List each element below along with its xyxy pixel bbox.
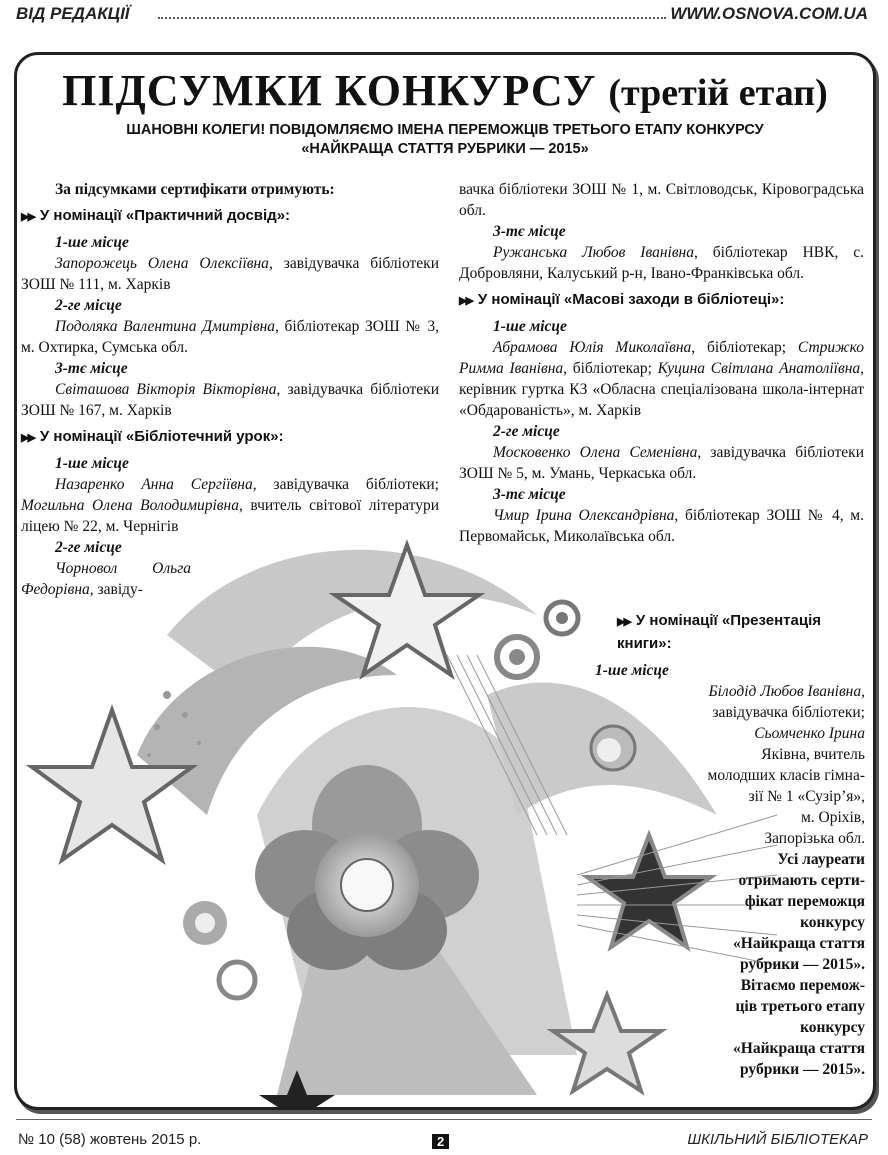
winner-entry: Запорожець Олена Олексіївна, завідувачка бібліотеки ЗОШ № 111, м. Харків [21, 255, 439, 293]
issue-info: № 10 (58) жовтень 2015 р. [18, 1131, 202, 1148]
presentation-line: зії № 1 «Сузір’я», [748, 788, 865, 805]
presentation-line: Сьомченко Ірина [754, 725, 865, 742]
closing-line: «Найкраща стаття [733, 1040, 865, 1057]
place-label: 1-ше місце [595, 662, 669, 679]
place-label: 3-тє місце [493, 223, 566, 240]
presentation-line: Білодід Любов Іванівна, [708, 683, 865, 700]
closing-line: ців третього етапу [735, 998, 865, 1015]
page-number: 2 [432, 1134, 449, 1149]
closing-line: отримають серти- [738, 872, 865, 889]
double-arrow-icon: ▶▶ [459, 295, 472, 307]
place-label: 3-тє місце [493, 486, 566, 503]
nomination-heading: ▶▶ У номінації «Масові заходи в бібліотеці»: [459, 291, 785, 308]
double-arrow-icon: ▶▶ [21, 432, 34, 444]
subtitle-line-1: ШАНОВНІ КОЛЕГИ! ПОВІДОМЛЯЄМО ІМЕНА ПЕРЕМОЖЦІВ ТРЕТЬОГО ЕТАПУ КОНКУРСУ [126, 122, 764, 138]
winner-entry: Ружанська Любов Іванівна, бібліотекар НВК, с. Добровляни, Калуський р-н, Івано-Франківська обл. [459, 244, 864, 282]
closing-line: Усі лауреати [777, 851, 865, 868]
nomination-heading: ▶▶ У номінації «Презентація книги»: [617, 612, 822, 652]
double-arrow-icon: ▶▶ [617, 616, 630, 628]
magazine-name: ШКІЛЬНИЙ БІБЛІОТЕКАР [687, 1131, 868, 1148]
closing-line: «Найкраща стаття [733, 935, 865, 952]
closing-line: Вітаємо перемож- [740, 977, 865, 994]
closing-line: конкурсу [800, 1019, 865, 1036]
column-right [459, 179, 864, 547]
page-title [17, 65, 873, 116]
title-sub: (третій етап) [608, 72, 828, 114]
winner-entry: Абрамова Юлія Миколаївна, бібліотекар; Стрижко Римма Іванівна, бібліотекар; Куцина Світлана Анатоліївна, керівник гуртка КЗ «Обласна спеціалізована школа-інтернат «Обдарованість», м. Харків [459, 339, 865, 419]
place-label: 1-ше місце [493, 318, 567, 335]
article-frame [14, 52, 876, 1110]
presentation-line: м. Оріхів, [800, 809, 865, 826]
closing-line: фікат переможця [744, 893, 865, 910]
footer-rule [16, 1119, 872, 1120]
double-arrow-icon: ▶▶ [21, 211, 34, 223]
winner-entry: Чмир Ірина Олександрівна, бібліотекар ЗОШ № 4, м. Первомайськ, Миколаївська обл. [459, 507, 864, 545]
closing-line: рубрики — 2015». [740, 956, 865, 973]
site-url[interactable]: WWW.OSNOVA.COM.UA [670, 4, 868, 23]
place-label: 2-ге місце [55, 297, 122, 314]
presentation-line: Яківна, вчитель [761, 746, 865, 763]
nomination-heading: ▶▶ У номінації «Практичний досвід»: [21, 207, 291, 224]
closing-note [577, 849, 865, 1080]
nomination-heading: ▶▶ У номінації «Бібліотечний урок»: [21, 428, 284, 445]
closing-line: рубрики — 2015». [740, 1061, 865, 1078]
subtitle-line-2: «НАЙКРАЩА СТАТТЯ РУБРИКИ — 2015» [301, 141, 589, 157]
presentation-line: Запорізька обл. [764, 830, 865, 847]
winner-entry: Чорновол Ольга Федорівна, завіду- [21, 560, 191, 598]
place-label: 2-ге місце [493, 423, 560, 440]
place-label: 1-ше місце [55, 455, 129, 472]
winner-entry: Світашова Вікторія Вікторівна, завідувачка бібліотеки ЗОШ № 167, м. Харків [21, 381, 439, 419]
title-main: ПІДСУМКИ КОНКУРСУ [62, 66, 597, 115]
closing-line: конкурсу [800, 914, 865, 931]
column-left [21, 179, 439, 600]
presentation-line: молодших класів гімна- [707, 767, 865, 784]
winner-entry: Назаренко Анна Сергіївна, завідувачка бібліотеки; Могильна Олена Володимирівна, вчитель світової літератури ліцею № 22, м. Чернігів [21, 476, 440, 535]
winner-entry-continued: вачка бібліотеки ЗОШ № 1, м. Світловодськ, Кіровоградська обл. [459, 181, 864, 219]
winner-entry: Московенко Олена Семенівна, завідувачка бібліотеки ЗОШ № 5, м. Умань, Черкаська обл. [459, 444, 864, 482]
winner-entry: Подоляка Валентина Дмитрівна, бібліотекар ЗОШ № 3, м. Охтирка, Сумська обл. [21, 318, 439, 356]
presentation-line: завідувачка бібліотеки; [712, 704, 865, 721]
place-label: 3-тє місце [55, 360, 128, 377]
section-label: ВІД РЕДАКЦІЇ [16, 4, 130, 23]
article-subtitle [37, 121, 853, 159]
place-label: 2-ге місце [55, 539, 122, 556]
header-dotted-rule [158, 17, 666, 19]
intro-text: За підсумками сертифікати отримують: [55, 181, 335, 198]
column-presentation [577, 605, 865, 1080]
place-label: 1-ше місце [55, 234, 129, 251]
